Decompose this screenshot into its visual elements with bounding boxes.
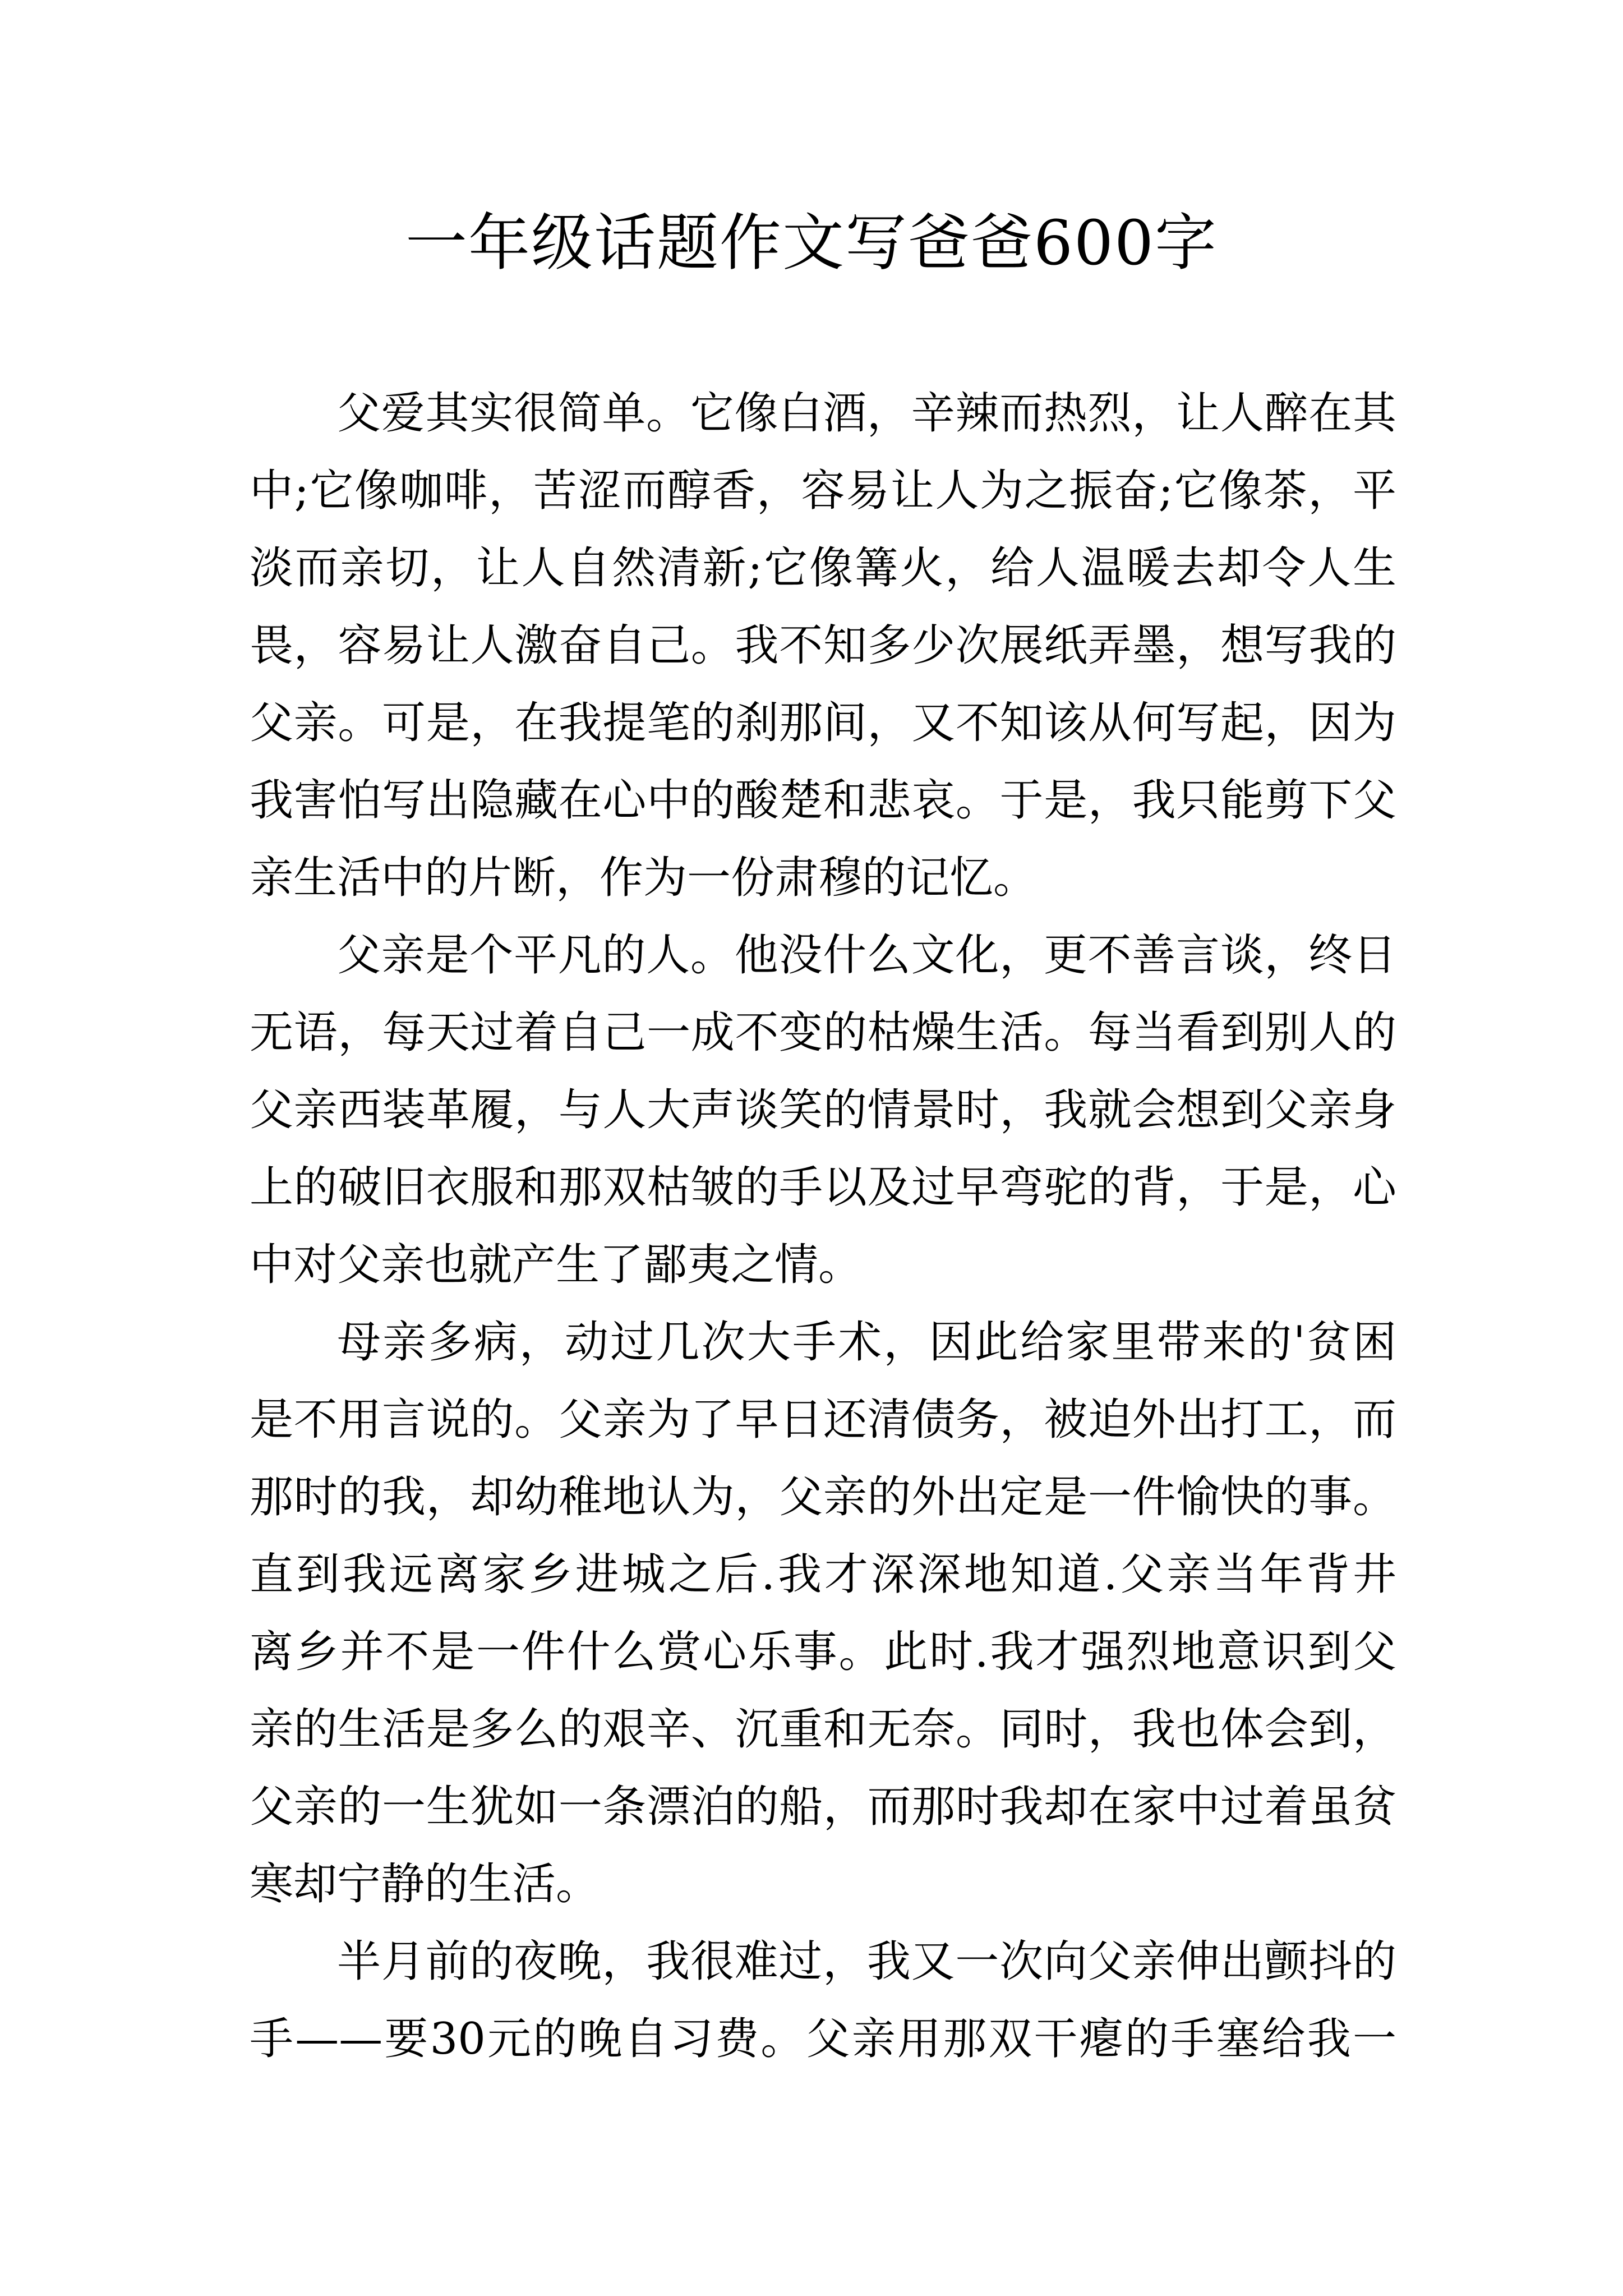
text-line: 父亲西装革履，与人大声谈笑的情景时，我就会想到父亲身 [250,1085,1396,1135]
text-line: 离乡并不是一件什么赏心乐事。此时.我才强烈地意识到父 [250,1627,1396,1677]
text-line: 寒却宁静的生活。 [250,1859,600,1910]
text-line: 父亲。可是，在我提笔的刹那间，又不知该从何写起，因为 [250,698,1396,748]
text-line: 父爱其实很简单。它像白酒，辛辣而热烈，让人醉在其 [337,388,1396,439]
text-line: 母亲多病，动过几次大手术，因此给家里带来的'贫困 [337,1317,1396,1368]
text-line: 半月前的夜晚，我很难过，我又一次向父亲伸出颤抖的 [337,1936,1396,1987]
text-line: 亲生活中的片断，作为一份肃穆的记忆。 [250,853,1038,903]
document-body [250,375,1396,2078]
text-line: 父亲是个平凡的人。他没什么文化，更不善言谈，终日 [337,930,1396,981]
text-line: 无语，每天过着自己一成不变的枯燥生活。每当看到别人的 [250,1007,1396,1058]
document-title: 一年级话题作文写爸爸600字 [405,207,1218,279]
text-line: 直到我远离家乡进城之后.我才深深地知道.父亲当年背井 [250,1549,1396,1600]
text-line: 中对父亲也就产生了鄙夷之情。 [250,1240,863,1290]
text-line: 手——要30元的晚自习费。父亲用那双干瘪的手塞给我一 [250,2014,1396,2064]
text-line: 中;它像咖啡，苦涩而醇香，容易让人为之振奋;它像茶，平 [250,466,1396,516]
text-line: 父亲的一生犹如一条漂泊的船，而那时我却在家中过着虽贫 [250,1782,1396,1832]
text-line: 上的破旧衣服和那双枯皱的手以及过早弯驼的背，于是，心 [250,1162,1396,1213]
text-line: 亲的生活是多么的艰辛、沉重和无奈。同时，我也体会到， [250,1704,1396,1755]
text-line: 淡而亲切，让人自然清新;它像篝火，给人温暖去却令人生 [250,543,1396,593]
text-line: 畏，容易让人激奋自己。我不知多少次展纸弄墨，想写我的 [250,620,1396,671]
text-line: 是不用言说的。父亲为了早日还清债务，被迫外出打工，而 [250,1395,1396,1445]
text-line: 那时的我，却幼稚地认为，父亲的外出定是一件愉快的事。 [250,1472,1396,1522]
text-line: 我害怕写出隐藏在心中的酸楚和悲哀。于是，我只能剪下父 [250,775,1396,826]
